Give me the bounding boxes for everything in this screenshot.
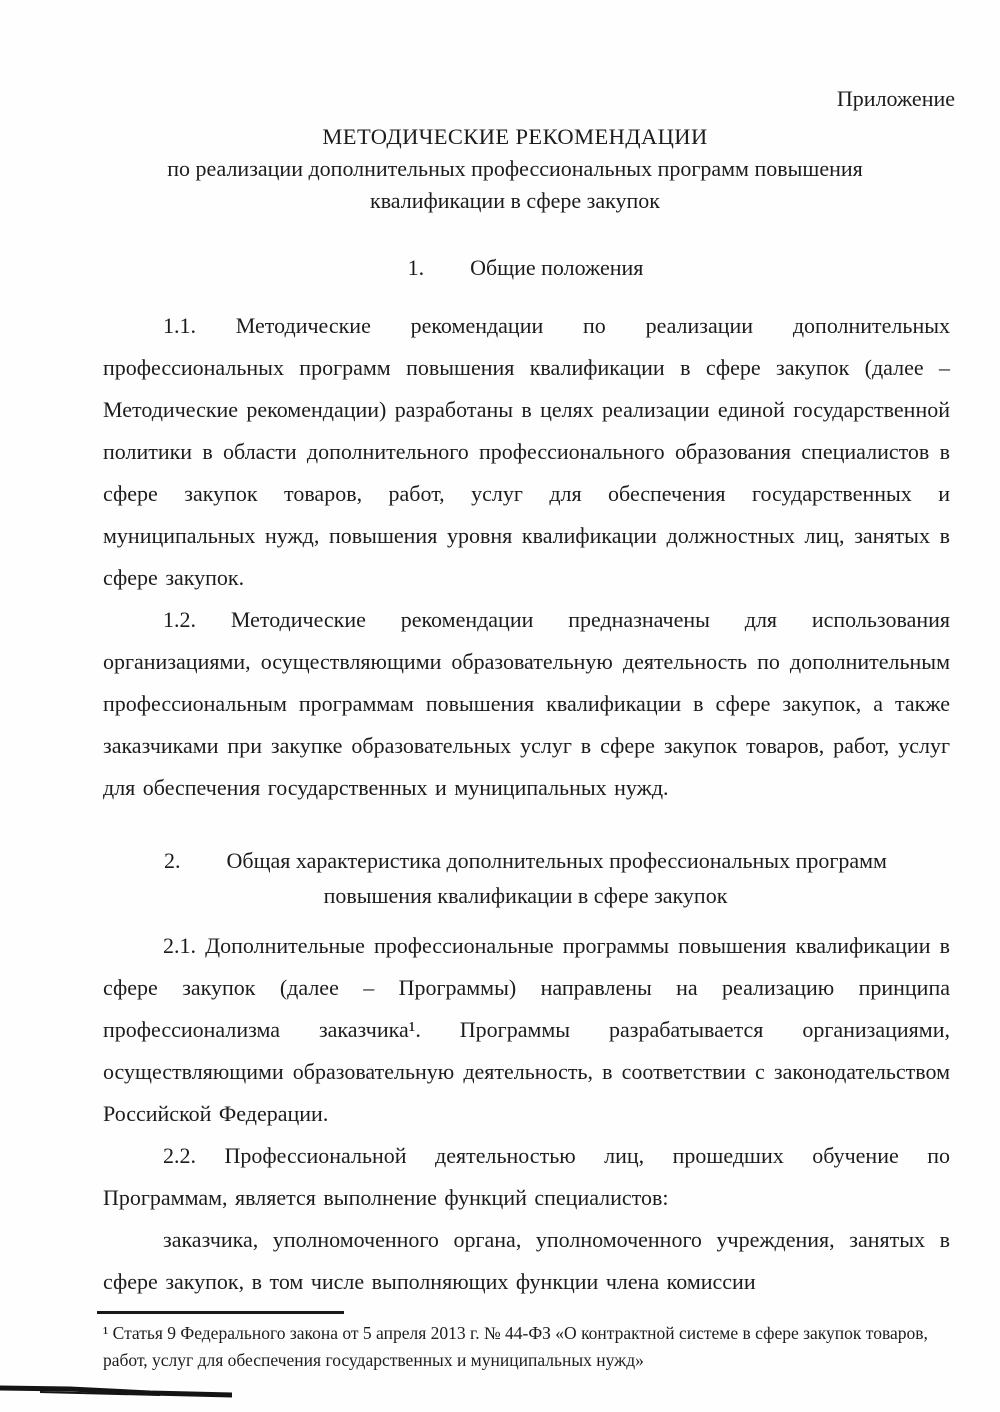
section-2-number: 2. [164,848,181,873]
paragraph-2-2-continuation: заказчика, уполномоченного органа, уполномоченного учреждения, занятых в сфере закупок, в том числе выполняющих функции члена комиссии [103,1227,950,1294]
section-1-heading [103,253,948,283]
paragraph-2-2: 2.2. Профессиональной деятельностью лиц, прошедших обучение по Программам, является выполнение функций специалистов: [103,1143,950,1210]
title-block [80,120,950,217]
section-1-number: 1. [407,255,425,280]
section-2-body [103,925,950,1303]
paragraph-2-1: 2.1. Дополнительные профессиональные программы повышения квалификации в сфере закупок (далее – Программы) направлены на реализацию принципа профессионализма заказчика¹. Программы разрабатывается организациями, осуществляющими образовательную деятельность, в соответствии с законодательством Российской Федерации. [103,933,950,1126]
scan-artifact-line [0,1384,232,1403]
document-subtitle-line-2: квалификации в сфере закупок [370,188,660,213]
footnote-text: ¹ Статья 9 Федерального закона от 5 апреля 2013 г. № 44-ФЗ «О контрактной системе в сфере закупок товаров, работ, услуг для обеспечения государственных и муниципальных нужд» [103,1323,928,1370]
document-title: МЕТОДИЧЕСКИЕ РЕКОМЕНДАЦИИ [322,124,708,149]
section-1-body [103,305,950,809]
section-2-title-line-2: повышения квалификации в сфере закупок [323,883,728,908]
footnote-separator [97,1311,344,1314]
section-2-heading-line-1 [103,843,948,878]
section-2-heading [103,843,948,913]
document-subtitle-line-1: по реализации дополнительных профессиональных программ повышения [167,156,863,181]
paragraph-1-2: 1.2. Методические рекомендации предназначены для использования организациями, осуществляющими образовательную деятельность по дополнительным профессиональным программам повышения квалификации в сфере закупок, а также заказчиками при закупке образовательных услуг в сфере закупок товаров, работ, услуг для обеспечения государственных и муниципальных нужд. [103,607,950,800]
annotation-label: Приложение [836,86,955,111]
section-2-title-line-1: Общая характеристика дополнительных профессиональных программ [226,848,887,873]
paragraph-1-1: 1.1. Методические рекомендации по реализации дополнительных профессиональных программ повышения квалификации в сфере закупок (далее – Методические рекомендации) разработаны в целях реализации единой государственной политики в области дополнительного профессионального образования специалистов в сфере закупок товаров, работ, услуг для обеспечения государственных и муниципальных нужд, повышения уровня квалификации должностных лиц, занятых в сфере закупок. [103,313,950,590]
section-1-title: Общие положения [470,255,644,280]
